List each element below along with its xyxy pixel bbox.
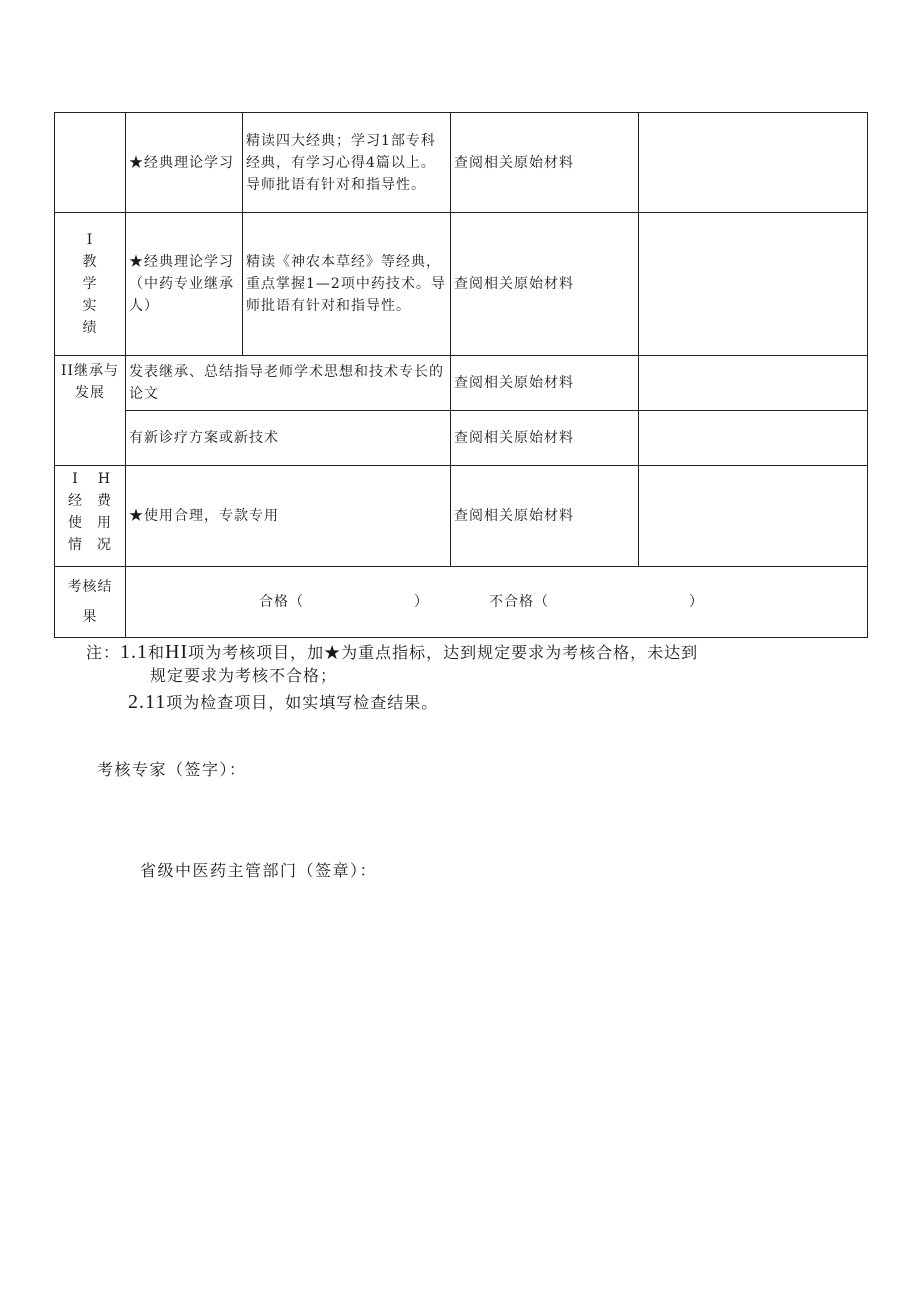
table-row [55, 213, 868, 356]
fail-close: ） [689, 594, 704, 610]
category-teaching: I教学实绩 [55, 213, 126, 356]
method-cell: 查阅相关原始材料 [451, 411, 639, 466]
assessment-row [55, 567, 868, 638]
category-cell-empty [55, 113, 126, 213]
table-row [55, 356, 868, 411]
method-cell: 查阅相关原始材料 [451, 466, 639, 567]
assessment-result-cell [126, 567, 868, 638]
note-line-1-continued: 规定要求为考核不合格； [150, 666, 338, 685]
result-cell[interactable] [639, 113, 868, 213]
method-cell: 查阅相关原始材料 [451, 113, 639, 213]
method-cell: 查阅相关原始材料 [451, 213, 639, 356]
item-cell: ★经典理论学习 [126, 113, 243, 213]
department-seal-label: 省级中医药主管部门（签章）： [140, 861, 378, 880]
item-cell: ★经典理论学习（中药专业继承人） [126, 213, 243, 356]
category-inheritance: II继承与发展 [55, 356, 126, 466]
table-row [55, 466, 868, 567]
method-cell: 查阅相关原始材料 [451, 356, 639, 411]
assessment-label-cell: 考核结果 [55, 567, 126, 638]
note-line-1: 注：1.1和HI项为考核项目，加★为重点指标，达到规定要求为考核合格，未达到 [86, 641, 699, 663]
requirement-cell: 精读四大经典；学习1部专科经典，有学习心得4篇以上。导师批语有针对和指导性。 [243, 113, 451, 213]
result-cell[interactable] [639, 411, 868, 466]
fail-label: 不合格（ [489, 594, 549, 610]
table-row [55, 113, 868, 213]
item-requirement-cell: 有新诊疗方案或新技术 [126, 411, 451, 466]
table-row [55, 411, 868, 466]
assessment-table [54, 112, 868, 638]
category-funding: I经使情 H费用况 [55, 466, 126, 567]
item-requirement-cell: ★使用合理，专款专用 [126, 466, 451, 567]
note-line-2: 2.11项为检查项目，如实填写检查结果。 [128, 691, 439, 713]
result-cell[interactable] [639, 356, 868, 411]
pass-label: 合格（ [259, 594, 304, 610]
expert-signature-label: 考核专家（签字）： [97, 760, 247, 779]
item-requirement-cell: 发表继承、总结指导老师学术思想和技术专长的论文 [126, 356, 451, 411]
result-cell[interactable] [639, 466, 868, 567]
pass-close: ） [414, 594, 429, 610]
requirement-cell: 精读《神农本草经》等经典，重点掌握1—2项中药技术。导师批语有针对和指导性。 [243, 213, 451, 356]
result-cell[interactable] [639, 213, 868, 356]
